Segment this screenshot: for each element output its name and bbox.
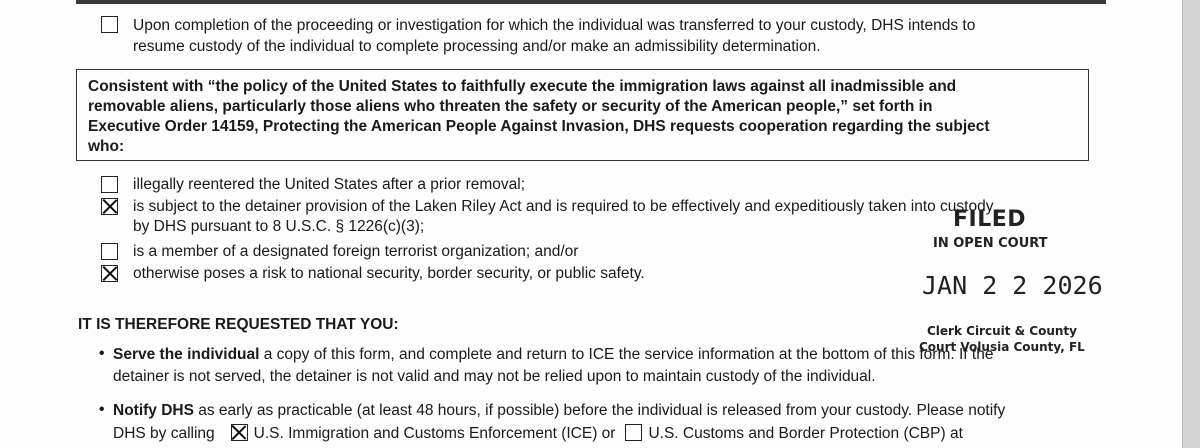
request-heading: IT IS THEREFORE REQUESTED THAT YOU:	[78, 316, 399, 333]
ice-option-label: U.S. Immigration and Customs Enforcement (ICE) or	[253, 425, 616, 442]
notify-text: as early as practicable (at least 48 hours, if possible) before the individual is released from your custody. Please notify	[193, 402, 1006, 419]
stamp-clerk-line1: Clerk Circuit & County	[927, 324, 1077, 338]
serve-bold-label: Serve the individual	[113, 346, 260, 363]
page-edge-margin	[1182, 0, 1200, 448]
stamp-filed: FILED	[953, 207, 1027, 232]
serve-text-line2: detainer is not served, the detainer is not valid and may not be relied upon to maintain custody of the individual.	[113, 368, 876, 385]
top-border-rule	[76, 0, 1106, 4]
policy-text-line1: Consistent with “the policy of the United States to faithfully execute the immigration laws against all inadmissible and	[88, 78, 957, 95]
condition-terrorist-org-text: is a member of a designated foreign terrorist organization; and/or	[133, 243, 579, 260]
condition-security-risk-text: otherwise poses a risk to national security, border security, or public safety.	[133, 265, 645, 282]
policy-text-line2: removable aliens, particularly those aliens who threaten the safety or security of the American people,” set forth in	[88, 98, 933, 115]
stamp-clerk-line2: Court Volusia County, FL	[919, 340, 1085, 354]
notify-bullet: •	[99, 401, 105, 418]
resume-custody-checkbox[interactable]	[101, 16, 118, 33]
condition-laken-riley-text: is subject to the detainer provision of the Laken Riley Act and is required to be effectively and expeditiously taken into custody	[133, 198, 994, 215]
policy-text-line4: who:	[88, 138, 125, 155]
laken-riley-checkbox[interactable]	[101, 198, 118, 215]
notify-text-line1	[113, 401, 1005, 420]
policy-text-line3: Executive Order 14159, Protecting the American People Against Invasion, DHS requests cooperation regarding the subject	[88, 118, 990, 135]
serve-bullet: •	[99, 345, 105, 362]
ice-checkbox[interactable]	[231, 424, 248, 441]
stamp-date: JAN 2 2 2026	[922, 271, 1103, 300]
notify-line2-prefix: DHS by calling	[113, 425, 215, 442]
cbp-checkbox[interactable]	[625, 424, 642, 441]
serve-text: a copy of this form, and complete and return to ICE the service information at the bottom of this form. If the	[259, 346, 994, 363]
serve-text-line1	[113, 345, 993, 364]
resume-custody-text-line2: resume custody of the individual to complete processing and/or make an admissibility determination.	[133, 38, 821, 55]
notify-bold-label: Notify DHS	[113, 402, 194, 419]
reentered-checkbox[interactable]	[101, 176, 118, 193]
condition-laken-riley-text-line2: by DHS pursuant to 8 U.S.C. § 1226(c)(3);	[133, 218, 425, 235]
cbp-option-label: U.S. Customs and Border Protection (CBP) at	[648, 425, 963, 442]
notify-text-line2	[113, 424, 963, 443]
security-risk-checkbox[interactable]	[101, 265, 118, 282]
resume-custody-text-line1: Upon completion of the proceeding or investigation for which the individual was transferred to your custody, DHS intends to	[133, 17, 976, 34]
condition-reentered-text: illegally reentered the United States after a prior removal;	[133, 176, 526, 193]
stamp-open-court: IN OPEN COURT	[933, 236, 1048, 251]
terrorist-org-checkbox[interactable]	[101, 243, 118, 260]
